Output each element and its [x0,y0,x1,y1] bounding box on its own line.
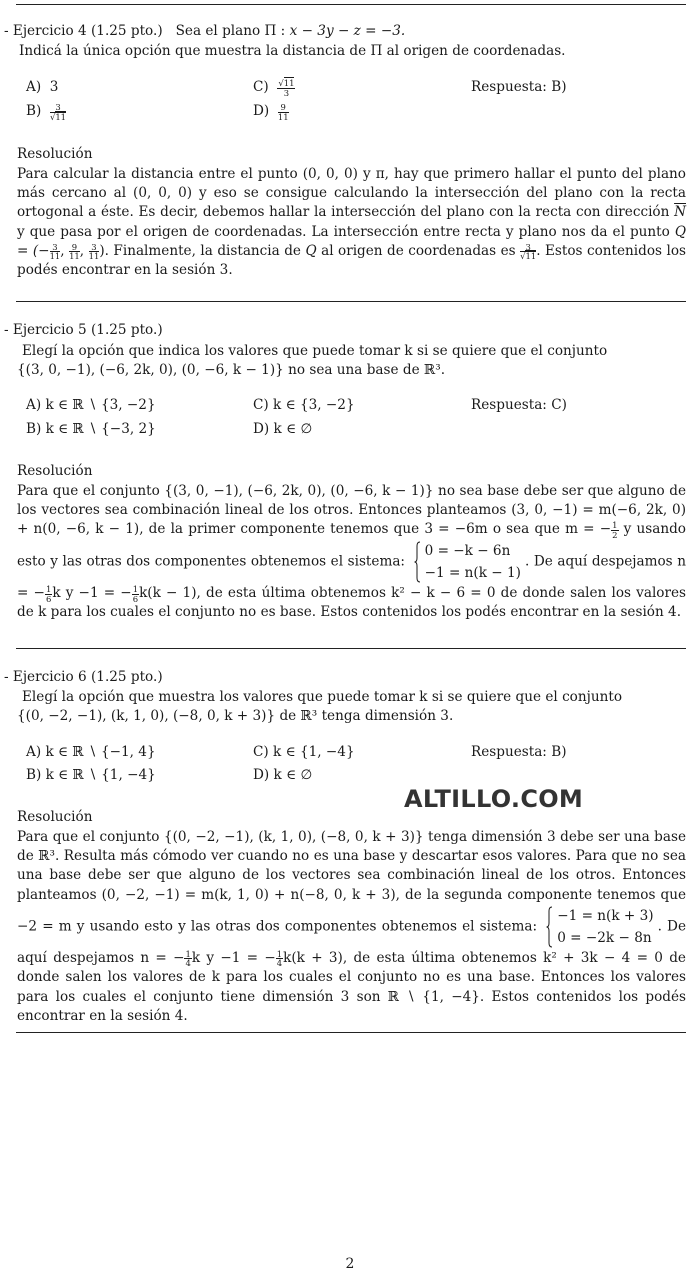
exercise-5-system: 0 = −k − 6n −1 = n(k − 1) [414,540,521,584]
exercise-5-answer: Respuesta: C) [471,397,567,413]
exercise-6-option-b: B) k ∈ ℝ ∖ {1, −4} [26,767,156,783]
exercise-4-resolution-text: Para calcular la distancia entre el punto (0, 0, 0) y π, hay que primero hallar el punto del plano más cercano al (0, 0, 0) y eso se consigue calculando la intersección del plano con la recta ortogonal a éste. Es decir, debemos hallar la intersección del plano con la recta con dirección $\overline{N}$ y que pasa por el origen de coordenadas. La intersección entre recta y plano nos da el punto Q = (− $\frac{3}{11}$ , $\frac{9}{11}$ , $\frac{3}{11}$ ). Finalmente, la distancia de Q al origen de coordenadas es $\frac{3}{√11}$ . Estos contenidos los podés encontrar en la sesión 3. [17,166,686,279]
divider-1 [16,301,686,302]
exercise-6-prompt-line-2: {(0, −2, −1), (k, 1, 0), (−8, 0, k + 3)} de ℝ³ tenga dimensión 3. [17,708,454,724]
exercise-4-option-d [253,103,289,122]
exercise-4-option-a [26,79,58,95]
exercise-6-system: −1 = n(k + 3) 0 = −2k − 8n [546,905,653,949]
exercise-5-resolution-title: Resolución [17,463,93,479]
divider-2 [16,648,686,649]
exercise-6-prompt-line-1: Elegí la opción que muestra los valores que puede tomar k si se quiere que el conjunto [22,689,622,705]
exercise-5-option-c: C) k ∈ {3, −2} [253,397,355,413]
option-c-fraction: $\frac{√11}{3}$ [278,78,295,98]
exercise-6-answer: Respuesta: B) [471,744,567,760]
exercise-4-header-line [4,23,405,39]
option-a-value: 3 [49,79,59,95]
altillo-watermark: ALTILLO.COM [404,785,584,813]
option-b-label: B) [26,103,42,120]
exercise-4-option-b [26,103,66,122]
exercise-5-option-b: B) k ∈ ℝ ∖ {−3, 2} [26,421,156,437]
option-d-label: D) [253,103,270,120]
exercise-6-option-d: D) k ∈ ∅ [253,767,313,783]
vector-n: $\overline{N}$ [674,204,686,221]
brace-icon [546,906,553,948]
exercise-6-option-a: A) k ∈ ℝ ∖ {−1, 4} [26,744,156,760]
option-d-fraction: $\frac{9}{11}$ [277,102,289,122]
exercise-5-header: - Ejercicio 5 (1.25 pto.) [4,322,163,338]
exercise-5-prompt-line-2: {(3, 0, −1), (−6, 2k, 0), (0, −6, k − 1)} no sea una base de ℝ³. [17,362,446,378]
exercise-4-equation: x − 3y − z = −3. [289,23,406,39]
option-c-label: C) [253,79,269,96]
exercise-4-header: - Ejercicio 4 (1.25 pto.) [4,23,163,39]
exercise-5-option-a: A) k ∈ ℝ ∖ {3, −2} [26,397,156,413]
exercise-5-option-d: D) k ∈ ∅ [253,421,313,437]
option-a-label: A) [26,79,42,95]
brace-icon [414,541,421,583]
exercise-5-resolution-text: Para que el conjunto {(3, 0, −1), (−6, 2k, 0), (0, −6, k − 1)} no sea base debe ser que alguno de los vectores sea combinación lineal de los otros. Entonces planteamos (3, 0, −1) = m(−6, 2k, 0) + n(0, −6, k − 1), de la primer componente tenemos que 3 = −6m o sea que m = − $\frac{1}{2}$ y usando esto y las otras dos componentes obtenemos el sistema: 0 = −k − 6n −1 = n(k − 1) . De aquí despejamos n = − $\frac{1}{6}$ k y −1 = − $\frac{1}{6}$ k(k − 1), de esta última obtenemos k² − k − 6 = 0 de donde salen los valores de k para los cuales el conjunto no es base. Estos contenidos los podés encontrar en la sesión 4. [17,483,687,621]
exercise-6-header: - Ejercicio 6 (1.25 pto.) [4,669,163,685]
top-rule [16,4,686,5]
option-b-fraction: $\frac{3}{√11}$ [49,102,67,122]
exercise-5-prompt-line-1: Elegí la opción que indica los valores que puede tomar k si se quiere que el conjunto [22,343,608,359]
exercise-4-resolution-title: Resolución [17,146,93,162]
exercise-6-option-c: C) k ∈ {1, −4} [253,744,355,760]
exercise-4-option-c [253,79,295,98]
exercise-4-answer: Respuesta: B) [471,79,567,95]
page-number: 2 [345,1256,355,1272]
divider-3 [16,1032,686,1033]
exercise-4-statement: Sea el plano Π : [175,23,290,39]
exercise-4-prompt: Indicá la única opción que muestra la distancia de Π al origen de coordenadas. [19,43,566,59]
exercise-6-resolution-text: Para que el conjunto {(0, −2, −1), (k, 1, 0), (−8, 0, k + 3)} tenga dimensión 3 debe ser una base de ℝ³. Resulta más cómodo ver cuando no es una base y descartar esos valores. Para que no sea una base debe ser que alguno de los vectores sea combinación lineal de los otros. Entonces planteamos (0, −2, −1) = m(k, 1, 0) + n(−8, 0, k + 3), de la segunda componente tenemos que −2 = m y usando esto y las otras dos componentes obtenemos el sistema: −1 = n(k + 3) 0 = −2k − 8n . De aquí despejamos n = − $\frac{1}{4}$ k y −1 = − $\frac{1}{4}$ k(k + 3), de esta última obtenemos k² + 3k − 4 = 0 de donde salen los valores de k para los cuales el conjunto no es una base. Entonces los valores para los cuales el conjunto tiene dimensión 3 son ℝ ∖ {1, −4}. Estos contenidos los podés encontrar en la sesión 4. [17,829,686,1024]
exercise-6-resolution-title: Resolución [17,809,93,825]
